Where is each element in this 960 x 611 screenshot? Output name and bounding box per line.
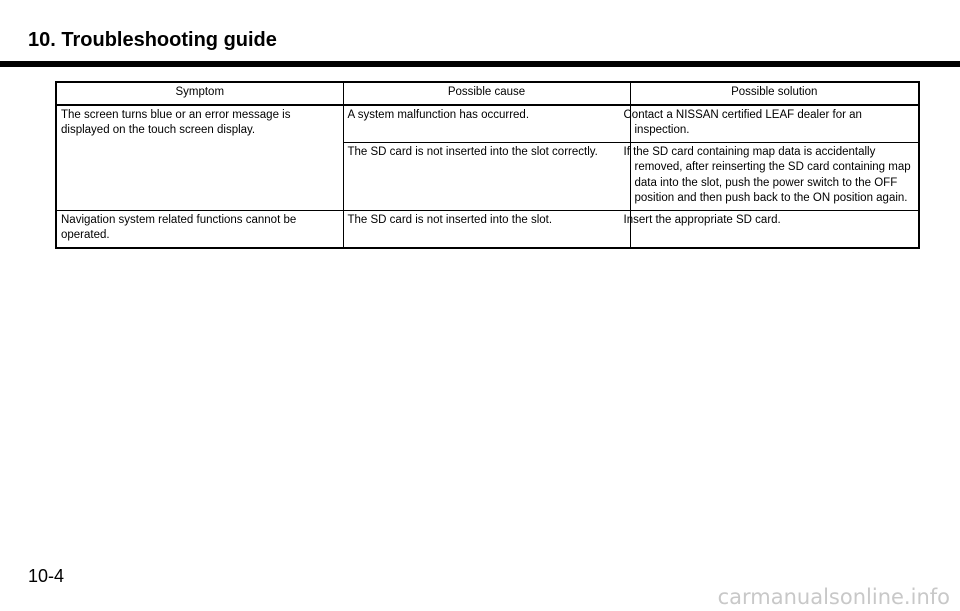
column-header-solution: Possible solution bbox=[630, 82, 919, 105]
cause-cell: A system malfunction has occurred. bbox=[343, 105, 630, 143]
cause-cell: The SD card is not inserted into the slot correctly. bbox=[343, 142, 630, 210]
table-header-row bbox=[56, 82, 919, 105]
page-number: 10-4 bbox=[28, 566, 65, 586]
solution-cell: Insert the appropriate SD card. bbox=[630, 210, 919, 248]
troubleshooting-table bbox=[55, 81, 920, 249]
table-row bbox=[56, 210, 919, 248]
header-rule bbox=[0, 61, 960, 67]
page-title: 10. Troubleshooting guide bbox=[28, 29, 277, 51]
table-row bbox=[56, 105, 919, 143]
column-header-symptom: Symptom bbox=[56, 82, 343, 105]
watermark: carmanualsonline.info bbox=[717, 585, 950, 609]
column-header-cause: Possible cause bbox=[343, 82, 630, 105]
cause-cell: The SD card is not inserted into the slot. bbox=[343, 210, 630, 248]
solution-cell: If the SD card containing map data is accidentally removed, after reinserting the SD card containing map data into the slot, push the power switch to the OFF position and then push back to the ON position again. bbox=[630, 142, 919, 210]
solution-cell: Contact a NISSAN certified LEAF dealer for an inspection. bbox=[630, 105, 919, 143]
symptom-cell: The screen turns blue or an error message is displayed on the touch screen display. bbox=[56, 105, 343, 211]
symptom-cell: Navigation system related functions cannot be operated. bbox=[56, 210, 343, 248]
